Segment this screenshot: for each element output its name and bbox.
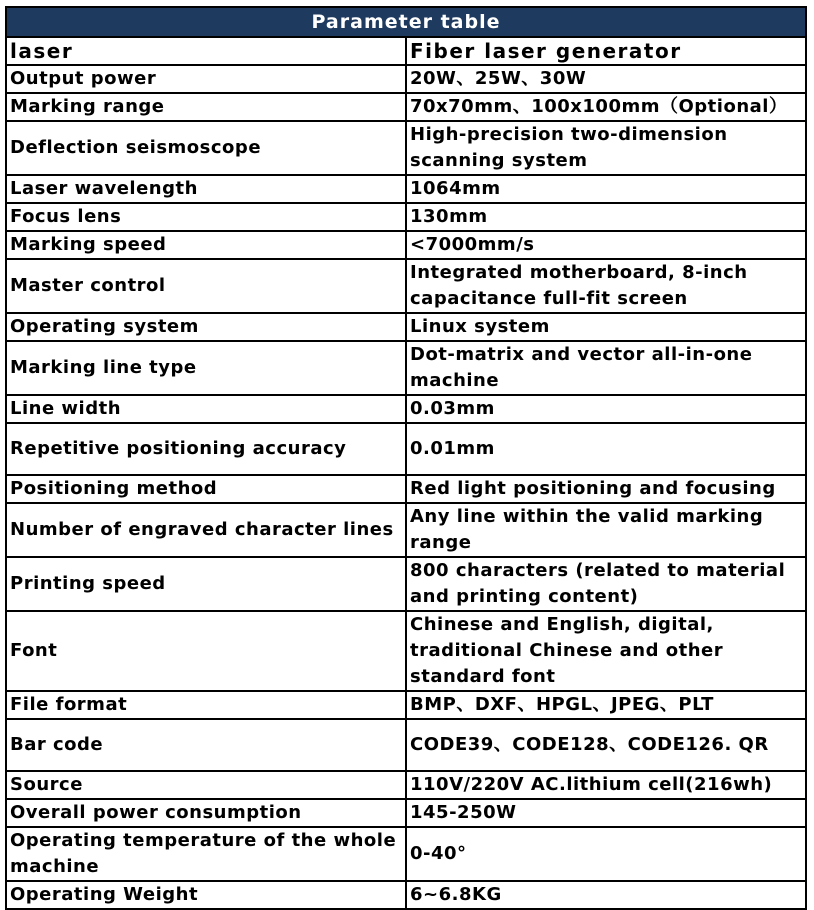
param-value-cell: BMP、DXF、HPGL、JPEG、PLT <box>406 691 806 719</box>
param-value-cell: 0.03mm <box>406 395 806 423</box>
param-label-cell: Line width <box>6 395 406 423</box>
param-label-cell: Marking speed <box>6 231 406 259</box>
param-label-cell: Operating Weight <box>6 881 406 909</box>
param-label-cell: Printing speed <box>6 557 406 611</box>
param-value-cell: 20W、25W、30W <box>406 65 806 93</box>
param-value-cell: 70x70mm、100x100mm（Optional） <box>406 93 806 121</box>
param-value-cell: CODE39、CODE128、CODE126. QR <box>406 719 806 771</box>
table-row <box>6 827 806 881</box>
param-label-cell: Master control <box>6 259 406 313</box>
param-value-cell: 800 characters (related to material and printing content) <box>406 557 806 611</box>
param-label-cell: Output power <box>6 65 406 93</box>
table-title: Parameter table <box>6 7 806 37</box>
param-value-cell: 130mm <box>406 203 806 231</box>
param-value-cell: Dot-matrix and vector all-in-one machine <box>406 341 806 395</box>
param-value-cell: <7000mm/s <box>406 231 806 259</box>
param-label-cell: Operating temperature of the whole machine <box>6 827 406 881</box>
param-label-cell: Laser wavelength <box>6 175 406 203</box>
param-value-cell: 0-40° <box>406 827 806 881</box>
param-label-cell: Deflection seismoscope <box>6 121 406 175</box>
param-label-cell: File format <box>6 691 406 719</box>
parameter-table <box>5 6 807 910</box>
param-label-cell: Number of engraved character lines <box>6 503 406 557</box>
table-row <box>6 423 806 475</box>
table-row <box>6 557 806 611</box>
header-value-cell: Fiber laser generator <box>406 37 806 65</box>
table-row <box>6 771 806 799</box>
param-value-cell: Linux system <box>406 313 806 341</box>
header-label-cell: laser <box>6 37 406 65</box>
param-value-cell: Integrated motherboard, 8-inch capacitance full-fit screen <box>406 259 806 313</box>
table-row <box>6 121 806 175</box>
table-row <box>6 691 806 719</box>
param-label-cell: Operating system <box>6 313 406 341</box>
table-row <box>6 395 806 423</box>
param-label-cell: Font <box>6 611 406 691</box>
table-row <box>6 259 806 313</box>
table-row <box>6 799 806 827</box>
param-value-cell: High-precision two-dimension scanning system <box>406 121 806 175</box>
table-header-row <box>6 37 806 65</box>
param-value-cell: Any line within the valid marking range <box>406 503 806 557</box>
param-label-cell: Overall power consumption <box>6 799 406 827</box>
table-row <box>6 475 806 503</box>
param-label-cell: Repetitive positioning accuracy <box>6 423 406 475</box>
table-row <box>6 65 806 93</box>
param-value-cell: Chinese and English, digital, traditional Chinese and other standard font <box>406 611 806 691</box>
param-value-cell: 1064mm <box>406 175 806 203</box>
param-value-cell: 145-250W <box>406 799 806 827</box>
table-row <box>6 175 806 203</box>
param-label-cell: Source <box>6 771 406 799</box>
table-body <box>6 37 806 909</box>
table-row <box>6 93 806 121</box>
param-label-cell: Marking line type <box>6 341 406 395</box>
table-row <box>6 313 806 341</box>
param-label-cell: Marking range <box>6 93 406 121</box>
table-row <box>6 719 806 771</box>
param-label-cell: Focus lens <box>6 203 406 231</box>
param-label-cell: Bar code <box>6 719 406 771</box>
table-row <box>6 203 806 231</box>
table-title-row <box>6 7 806 37</box>
param-label-cell: Positioning method <box>6 475 406 503</box>
parameter-sheet <box>5 6 807 910</box>
table-row <box>6 231 806 259</box>
table-row <box>6 503 806 557</box>
param-value-cell: 6~6.8KG <box>406 881 806 909</box>
param-value-cell: 110V/220V AC.lithium cell(216wh) <box>406 771 806 799</box>
table-row <box>6 881 806 909</box>
table-row <box>6 611 806 691</box>
table-row <box>6 341 806 395</box>
param-value-cell: 0.01mm <box>406 423 806 475</box>
param-value-cell: Red light positioning and focusing <box>406 475 806 503</box>
